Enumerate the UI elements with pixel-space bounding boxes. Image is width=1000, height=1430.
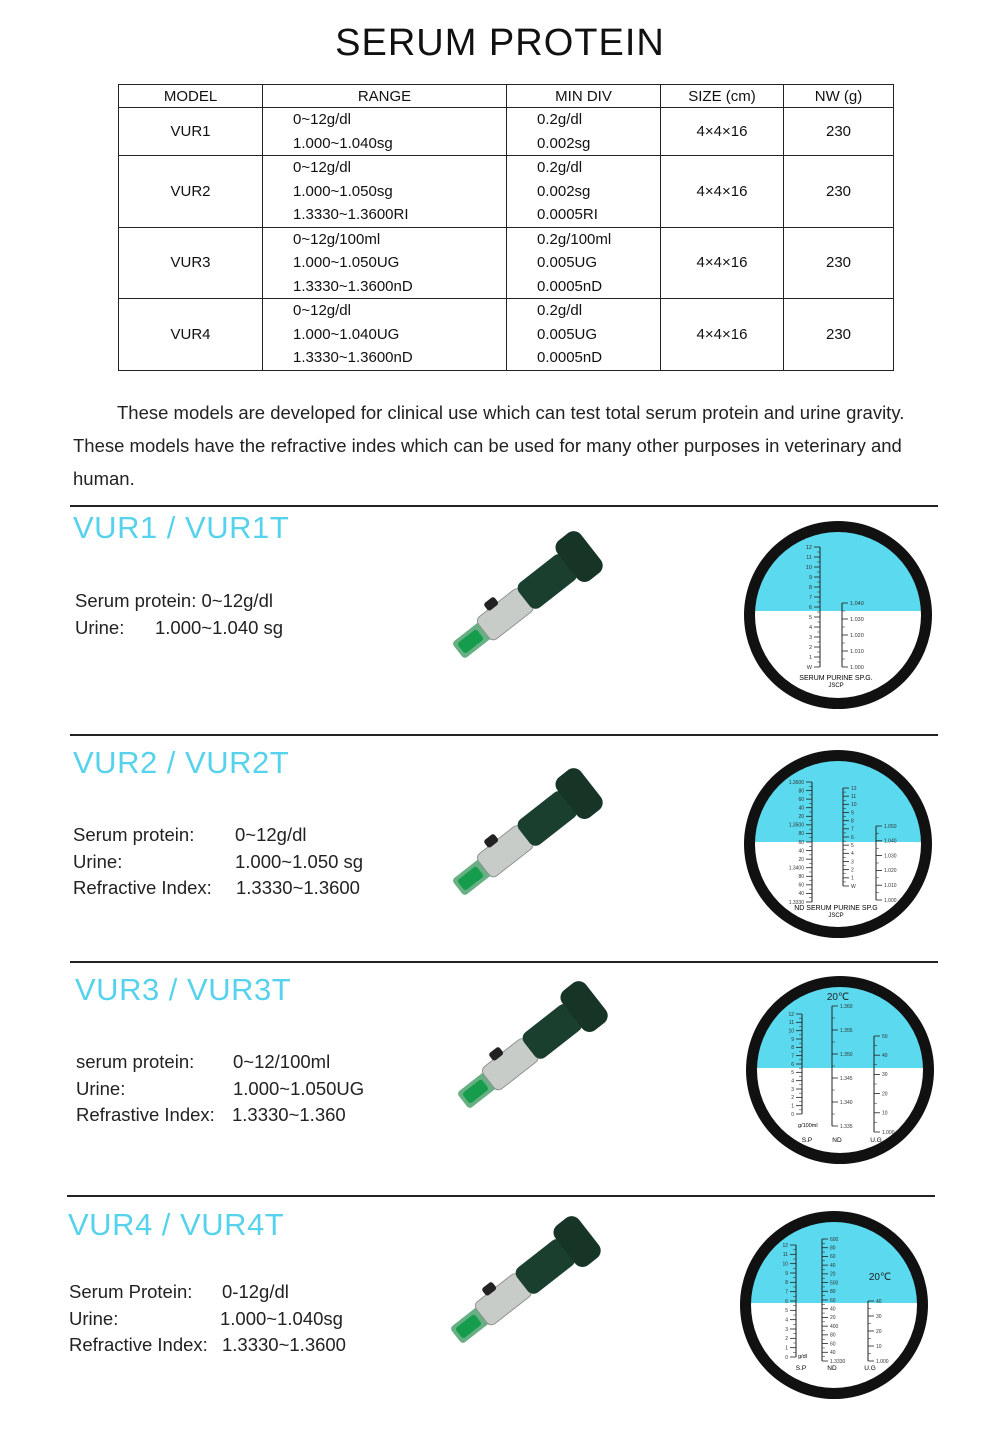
range-cell: [263, 108, 507, 156]
size-cell: 4×4×16: [661, 108, 784, 156]
scale-bottom-label: ND: [827, 1365, 837, 1372]
model-cell: VUR2: [119, 156, 263, 228]
scale-number: 10: [805, 564, 812, 571]
refractometer-image: [430, 525, 620, 675]
product-specs: [69, 1279, 346, 1359]
spec-label: Urine:: [69, 1307, 119, 1329]
scale-bottom-label: S.P: [801, 1137, 813, 1144]
size-cell: 4×4×16: [661, 227, 784, 299]
scale-number: 7: [808, 594, 812, 601]
scale-number: 7: [791, 1053, 794, 1060]
scale-number: W: [806, 664, 812, 671]
scale-number: 60: [830, 1341, 836, 1348]
spec-label: Serum Protein:: [69, 1281, 193, 1302]
min-div-cell: [507, 299, 661, 371]
spec-row: [73, 849, 364, 876]
spec-label: Refractive Index:: [73, 877, 212, 898]
scale-number: 1: [808, 654, 812, 661]
scale-number: 11: [806, 554, 812, 561]
scale-number: 1: [851, 875, 854, 882]
header-range: RANGE: [263, 85, 507, 108]
header-size: SIZE (cm): [661, 85, 784, 108]
scale-number: 10: [882, 1110, 888, 1117]
spec-label: Urine:: [76, 1077, 126, 1099]
scale-number: 1.000: [882, 1129, 895, 1136]
range-value: 0~12g/dl: [293, 111, 351, 128]
range-value: 0~12g/dl: [293, 302, 351, 319]
scale-number: 1.3330: [830, 1358, 846, 1365]
range-value: 1.000~1.040sg: [293, 134, 393, 152]
scale-number: 1: [791, 1103, 794, 1110]
scale-number: 4: [808, 624, 812, 631]
scale-number: 40: [798, 848, 804, 855]
scale-number: 12: [805, 544, 812, 551]
scale-number: 20: [830, 1315, 836, 1322]
product-title: VUR4 / VUR4T: [68, 1207, 285, 1242]
spec-label: Urine:: [73, 850, 123, 872]
spec-value: 1.000~1.040 sg: [155, 616, 284, 638]
scale-temperature: 20℃: [868, 1272, 892, 1283]
product-specs: [76, 1049, 365, 1129]
scale-number: 20: [876, 1328, 882, 1335]
scale-number: 6: [785, 1298, 788, 1305]
scale-number: 50: [882, 1033, 888, 1040]
range-value: 0~12g/100ml: [293, 230, 381, 248]
scale-number: 10: [851, 802, 857, 809]
spec-row: [73, 822, 307, 849]
scale-number: 1: [785, 1345, 788, 1352]
scale-number: 400: [830, 1323, 839, 1330]
nw-cell: 230: [784, 299, 894, 371]
table-row: [119, 156, 894, 228]
product-specs: [73, 822, 364, 902]
range-value: 1.3330~1.3600nD: [293, 349, 413, 366]
scale-number: 80: [798, 874, 804, 881]
scale-number: 1.335: [840, 1123, 853, 1130]
scale-number: 500: [830, 1280, 839, 1287]
nw-cell: 230: [784, 156, 894, 228]
scale-number: 8: [808, 584, 812, 591]
min-div-value: 0.2g/dl: [537, 111, 583, 128]
scale-number: 4: [791, 1078, 794, 1085]
refractometer-image: [435, 975, 625, 1125]
scale-unit-label: g/100ml: [798, 1123, 818, 1129]
scale-number: 1.3330: [788, 899, 804, 906]
scale-number: 60: [798, 839, 804, 846]
spec-value: 1.000~1.050UG: [233, 1077, 365, 1099]
scale-number: 3: [785, 1326, 788, 1333]
scale-temperature: 20℃: [826, 992, 850, 1003]
scale-number: 3: [791, 1086, 794, 1093]
spec-row: [73, 875, 360, 902]
min-div-cell: [507, 227, 661, 299]
section-divider: [70, 734, 938, 736]
scale-number: 1.3600: [788, 779, 804, 786]
scale-number: 80: [830, 1289, 836, 1296]
scale-number: 5: [791, 1070, 794, 1077]
scale-number: 12: [851, 785, 857, 792]
scale-number: 3: [808, 634, 812, 641]
min-div-value: 0.2g/100ml: [537, 230, 612, 248]
scale-number: 11: [851, 793, 857, 800]
scale-number: 2: [785, 1336, 788, 1343]
spec-row: [69, 1332, 346, 1359]
product-title: VUR3 / VUR3T: [75, 972, 292, 1007]
scale-number: 0: [791, 1111, 794, 1118]
table-row: [119, 108, 894, 156]
min-div-value: 0.002sg: [537, 134, 591, 152]
range-value: 1.3330~1.3600RI: [293, 206, 409, 223]
scale-number: 9: [808, 574, 812, 581]
range-cell: [263, 156, 507, 228]
min-div-value: 0.0005RI: [537, 206, 598, 223]
range-value: 1.3330~1.3600nD: [293, 277, 413, 295]
scale-number: 1.020: [850, 632, 864, 639]
scale-view-vur4: [734, 1205, 934, 1405]
scale-number: 1.000: [876, 1358, 889, 1365]
min-div-value: 0.005UG: [537, 254, 598, 271]
scale-number: 1.345: [840, 1075, 853, 1082]
model-cell: VUR4: [119, 299, 263, 371]
spec-label: Refrastive Index:: [76, 1104, 215, 1125]
scale-number: 0: [785, 1354, 788, 1361]
nw-cell: 230: [784, 227, 894, 299]
scale-number: 6: [808, 604, 812, 611]
table-row: [119, 299, 894, 371]
range-value: 1.000~1.040UG: [293, 325, 400, 343]
page-title: SERUM PROTEIN: [335, 22, 665, 64]
scale-number: 1.030: [850, 616, 864, 623]
header-model: MODEL: [119, 85, 263, 108]
scale-number: 40: [830, 1350, 836, 1357]
scale-number: 5: [785, 1308, 788, 1315]
scale-number: 1.355: [840, 1027, 853, 1034]
scale-number: 8: [851, 818, 854, 825]
spec-label: Serum protein:: [73, 824, 195, 845]
scale-number: 1.000: [850, 664, 864, 671]
spec-value: 1.000~1.040sg: [220, 1307, 343, 1329]
spec-table: [118, 84, 894, 371]
spec-row: [76, 1102, 346, 1129]
scale-number: 10: [876, 1343, 882, 1350]
spec-label: Serum protein: 0~12g/dl: [75, 590, 273, 611]
size-cell: 4×4×16: [661, 299, 784, 371]
scale-number: 1.350: [840, 1051, 853, 1058]
range-value: 1.000~1.050UG: [293, 254, 400, 271]
table-header-row: [119, 85, 894, 108]
scale-number: 1.030: [884, 853, 897, 860]
scale-view-vur1: [738, 515, 938, 715]
scale-number: 600: [830, 1236, 839, 1243]
scale-number: 40: [798, 805, 804, 812]
scale-number: 9: [785, 1270, 788, 1277]
intro-paragraph: These models are developed for clinical use which can test total serum protein and urine gravity. These models have the refractive indes which can be used for many other purposes in veterinary and human.: [73, 402, 905, 489]
scale-number: 80: [830, 1245, 836, 1252]
spec-row: [69, 1279, 289, 1306]
scale-bottom-label: JSCP: [828, 913, 844, 919]
section-divider: [67, 1195, 935, 1197]
scale-number: 9: [851, 810, 854, 817]
scale-number: 20: [798, 856, 804, 863]
scale-number: 20: [830, 1271, 836, 1278]
scale-number: 8: [785, 1280, 788, 1287]
scale-number: 1.010: [850, 648, 864, 655]
spec-value: 0~12/100ml: [233, 1051, 331, 1072]
range-value: 0~12g/dl: [293, 159, 351, 176]
scale-number: 10: [782, 1261, 788, 1268]
refractometer-image: [430, 762, 620, 912]
product-specs: [75, 588, 284, 641]
scale-number: 1.3500: [788, 822, 804, 829]
model-cell: VUR1: [119, 108, 263, 156]
scale-number: 6: [851, 834, 854, 841]
scale-bottom-label: U.G: [864, 1365, 876, 1372]
scale-number: 3: [851, 859, 854, 866]
scale-number: 20: [798, 814, 804, 821]
scale-number: 60: [830, 1254, 836, 1261]
table-row: [119, 227, 894, 299]
min-div-value: 0.2g/dl: [537, 302, 583, 319]
scale-number: 20: [882, 1091, 888, 1098]
scale-number: 7: [851, 826, 854, 833]
scale-number: 1.050: [884, 823, 897, 830]
header-min-div: MIN DIV: [507, 85, 661, 108]
scale-number: 40: [830, 1262, 836, 1269]
section-divider: [70, 505, 938, 507]
scale-number: 8: [791, 1045, 794, 1052]
spec-row: [69, 1306, 343, 1333]
spec-label: serum protein:: [76, 1051, 195, 1072]
min-div-value: 0.005UG: [537, 325, 598, 343]
scale-number: 10: [788, 1028, 794, 1035]
min-div-value: 0.2g/dl: [537, 159, 583, 176]
header-nw: NW (g): [784, 85, 894, 108]
scale-number: 5: [851, 842, 854, 849]
scale-number: 60: [798, 882, 804, 889]
product-title: VUR1 / VUR1T: [73, 510, 290, 545]
scale-view-vur3: [740, 970, 940, 1170]
scale-bottom-label: SERUM PURINE SP.G.: [799, 675, 873, 682]
scale-number: 80: [798, 788, 804, 795]
scale-number: 1.000: [884, 897, 897, 904]
scale-number: 1.020: [884, 868, 897, 875]
spec-row: [76, 1076, 365, 1103]
spec-value: 1.3330~1.3600: [222, 1334, 346, 1355]
scale-number: 30: [882, 1072, 888, 1079]
model-cell: VUR3: [119, 227, 263, 299]
scale-number: 1.3400: [788, 865, 804, 872]
spec-row: [75, 588, 273, 615]
scale-bottom-label: ND: [832, 1137, 842, 1144]
scale-bottom-label: ND SERUM PURINE SP.G: [794, 905, 878, 912]
scale-number: 12: [788, 1011, 794, 1018]
scale-bottom-label: JSCP: [828, 683, 844, 689]
product-title: VUR2 / VUR2T: [73, 745, 290, 780]
scale-number: 9: [791, 1036, 794, 1043]
spec-value: 1.3330~1.3600: [236, 877, 360, 898]
min-div-value: 0.002sg: [537, 182, 591, 200]
scale-bottom-label: S.P: [795, 1365, 807, 1372]
scale-unit-label: g/dl: [798, 1354, 807, 1360]
spec-value: 0-12g/dl: [222, 1281, 289, 1302]
refractometer-image: [428, 1210, 618, 1360]
size-cell: 4×4×16: [661, 156, 784, 228]
scale-number: 30: [876, 1313, 882, 1320]
scale-number: 40: [882, 1052, 888, 1059]
scale-number: 7: [785, 1289, 788, 1296]
scale-number: 1.340: [840, 1099, 853, 1106]
scale-number: 11: [788, 1020, 794, 1027]
scale-number: 40: [830, 1306, 836, 1313]
scale-number: 60: [830, 1297, 836, 1304]
scale-bottom-label: U.G: [870, 1137, 882, 1144]
scale-number: 40: [798, 891, 804, 898]
nw-cell: 230: [784, 108, 894, 156]
spec-label: Urine:: [75, 616, 125, 638]
scale-number: W: [851, 883, 856, 890]
min-div-cell: [507, 156, 661, 228]
scale-view-vur2: [738, 744, 938, 944]
scale-number: 5: [808, 614, 812, 621]
spec-row: [76, 1049, 331, 1076]
scale-number: 80: [830, 1332, 836, 1339]
scale-number: 40: [876, 1298, 882, 1305]
scale-number: 4: [785, 1317, 788, 1324]
scale-number: 1.360: [840, 1003, 853, 1010]
range-value: 1.000~1.050sg: [293, 182, 393, 200]
scale-number: 80: [798, 831, 804, 838]
scale-number: 4: [851, 851, 854, 858]
scale-number: 11: [782, 1252, 788, 1259]
intro-text: [73, 396, 923, 495]
scale-number: 1.040: [850, 600, 864, 607]
scale-number: 2: [808, 644, 812, 651]
range-cell: [263, 299, 507, 371]
spec-label: Refractive Index:: [69, 1334, 208, 1355]
scale-number: 6: [791, 1061, 794, 1068]
min-div-value: 0.0005nD: [537, 277, 603, 295]
scale-number: 2: [791, 1095, 794, 1102]
scale-number: 2: [851, 867, 854, 874]
spec-row: [75, 615, 284, 642]
scale-number: 12: [782, 1242, 788, 1249]
range-cell: [263, 227, 507, 299]
spec-value: 1.3330~1.360: [232, 1104, 346, 1125]
min-div-value: 0.0005nD: [537, 349, 603, 366]
spec-value: 0~12g/dl: [235, 824, 307, 845]
spec-value: 1.000~1.050 sg: [235, 850, 364, 872]
section-divider: [70, 961, 938, 963]
scale-number: 1.010: [884, 882, 897, 889]
scale-number: 1.040: [884, 838, 897, 845]
scale-number: 60: [798, 796, 804, 803]
min-div-cell: [507, 108, 661, 156]
